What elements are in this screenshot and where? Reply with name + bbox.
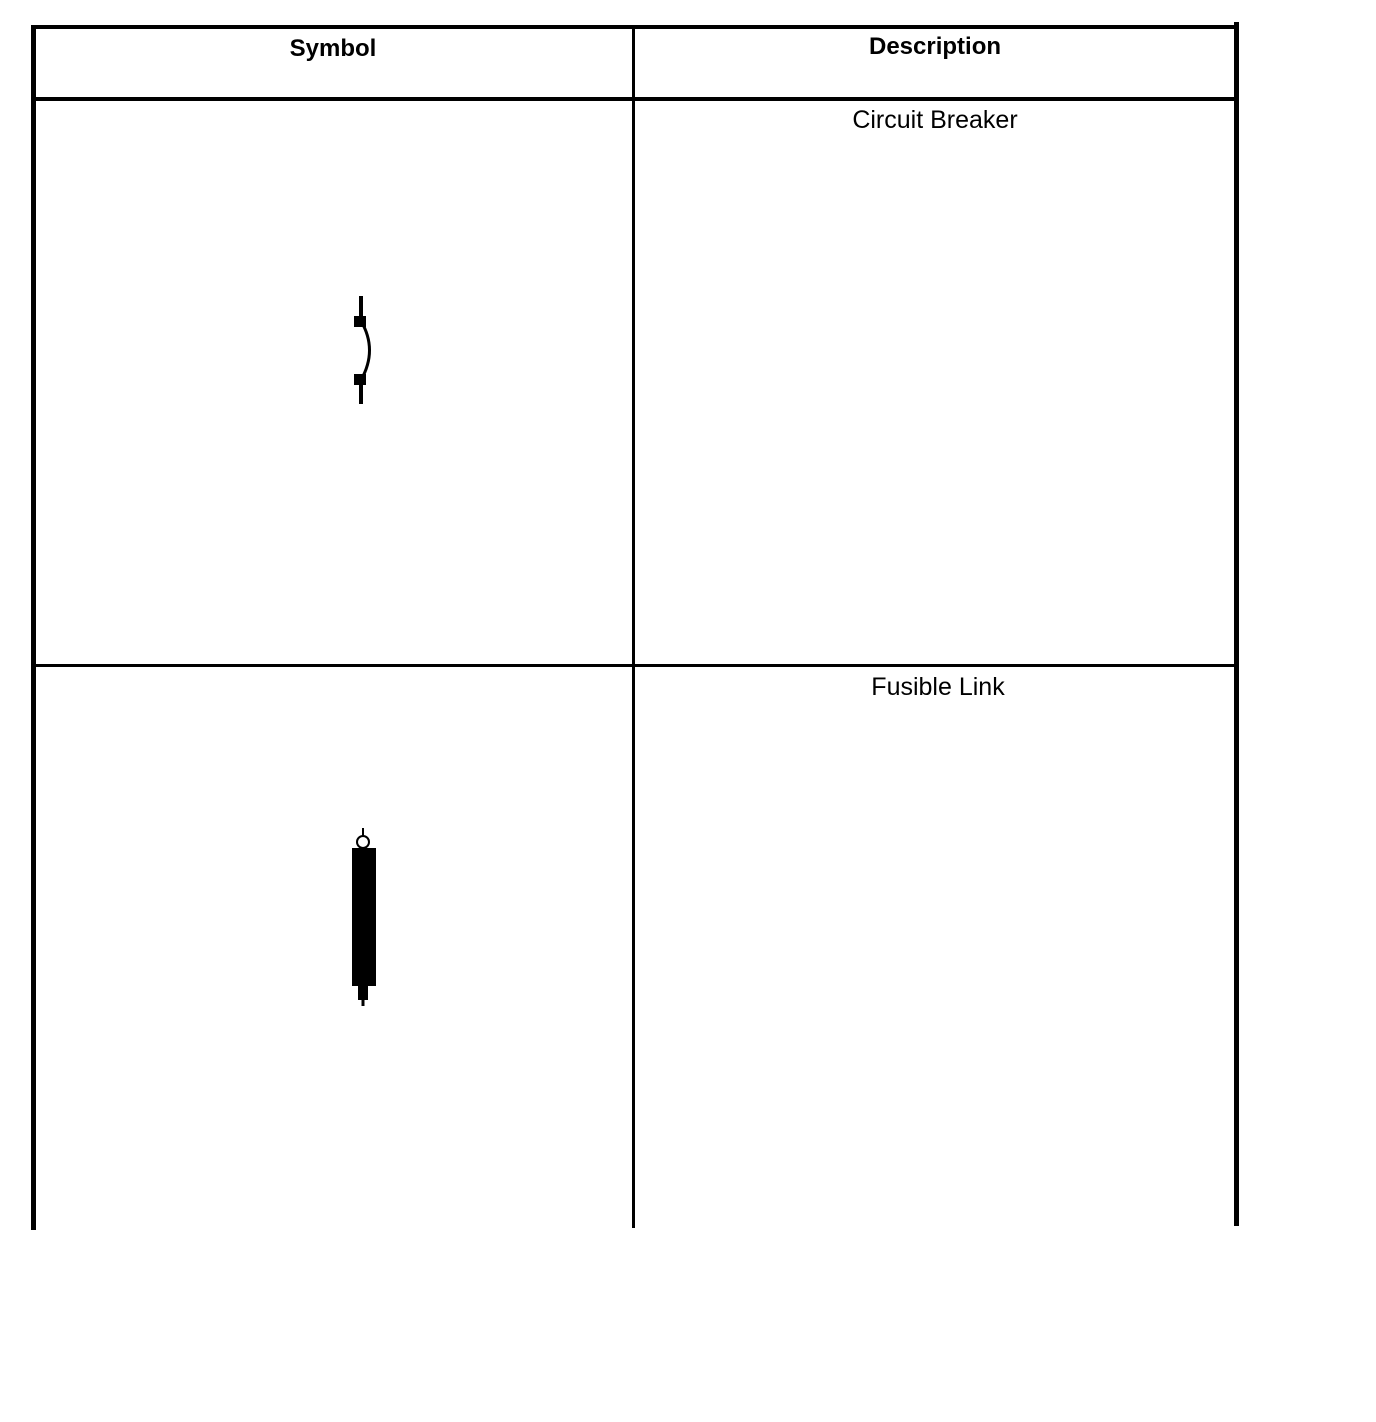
description-circuit-breaker: Circuit Breaker (852, 106, 1018, 134)
header-description: Description (868, 33, 1002, 60)
table-right-border (1234, 22, 1239, 1226)
row-divider (36, 664, 1238, 667)
header-symbol: Symbol (289, 35, 377, 62)
description-fusible-link: Fusible Link (871, 673, 1005, 701)
column-divider (632, 28, 635, 1228)
circuit-breaker-icon (340, 292, 390, 410)
fusible-link-icon (345, 826, 385, 1008)
header-bottom-rule (31, 97, 1238, 101)
table-left-border (31, 25, 36, 1230)
